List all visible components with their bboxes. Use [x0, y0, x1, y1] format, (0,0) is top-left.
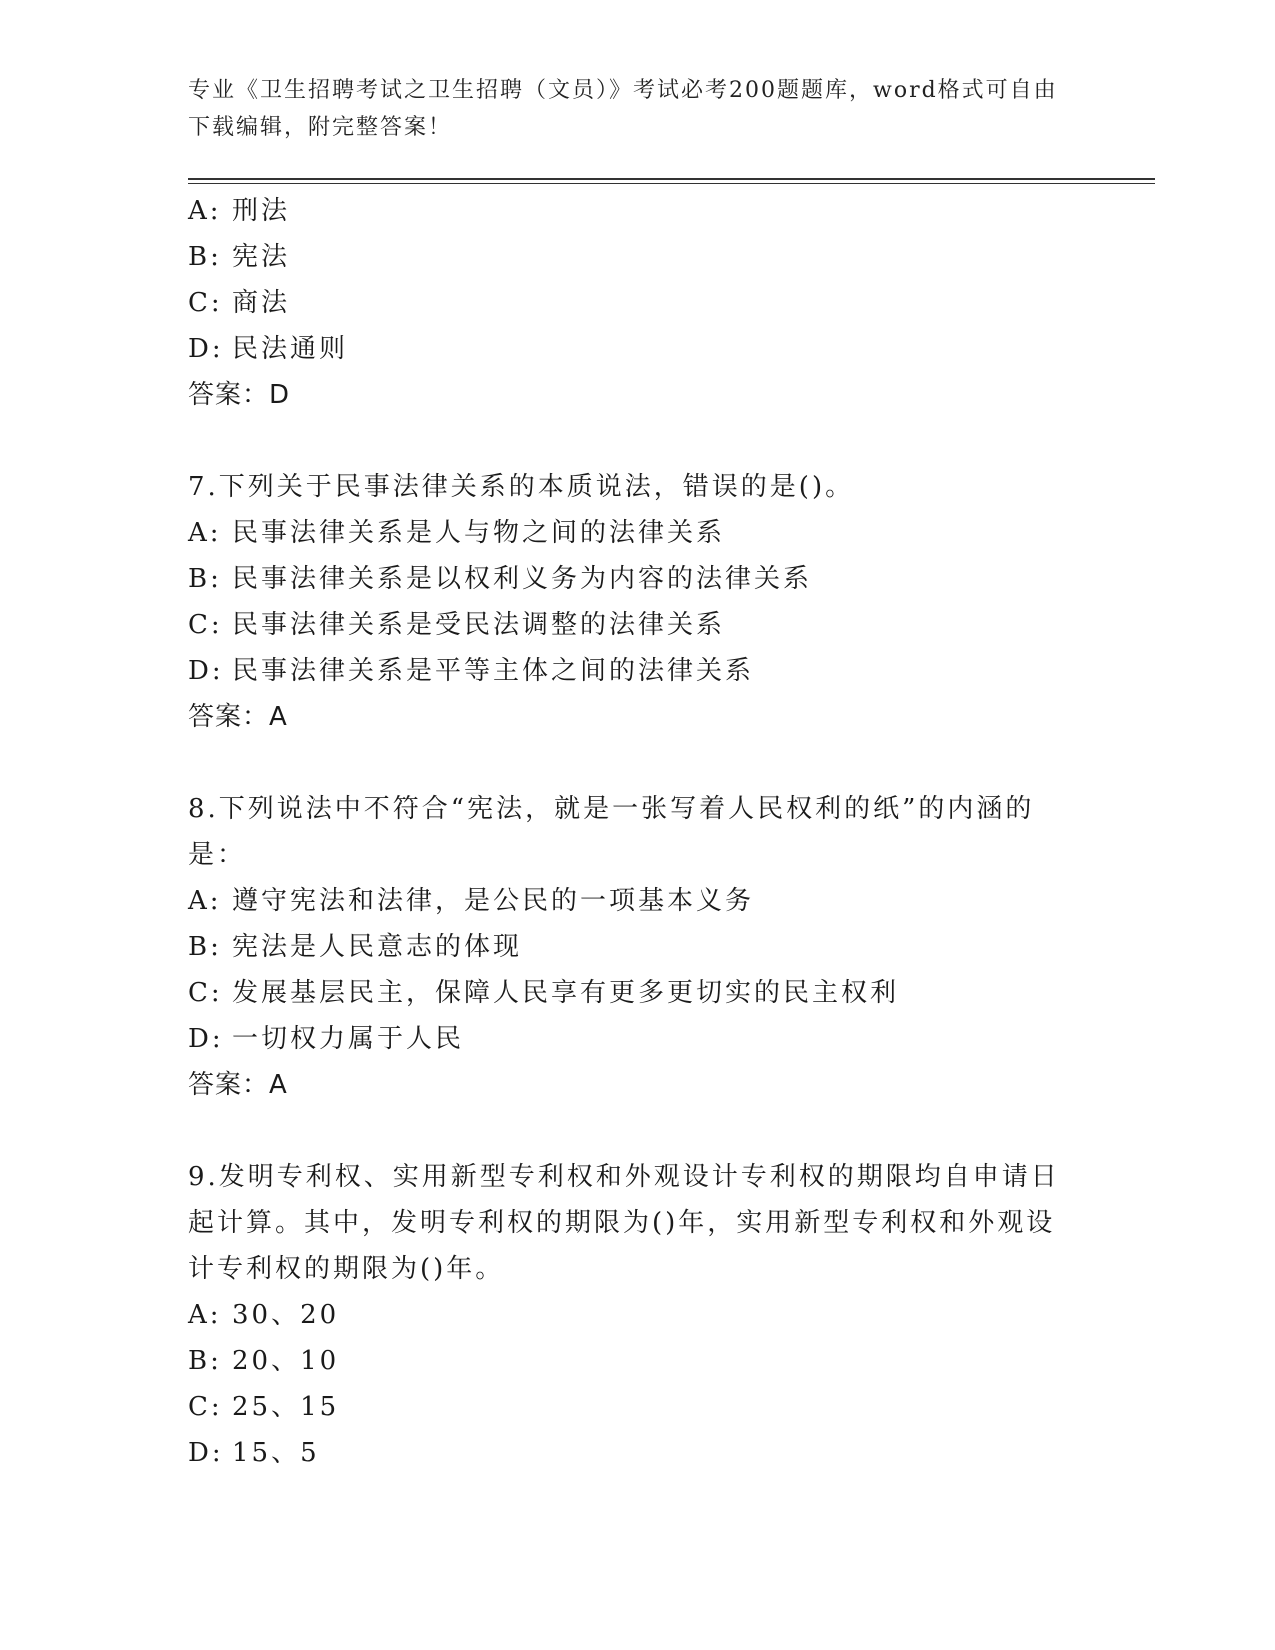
- option-text: 民事法律关系是人与物之间的法律关系: [232, 518, 726, 548]
- option-key: D:: [188, 656, 224, 686]
- question-8-block: [188, 786, 1068, 1108]
- option-key: A:: [188, 518, 222, 548]
- question-text: 8.下列说法中不符合“宪法，就是一张写着人民权利的纸”的内涵的是：: [188, 794, 1035, 870]
- option-c: [188, 1384, 1068, 1430]
- option-text: 民法通则: [232, 334, 349, 364]
- option-key: D:: [188, 1024, 224, 1054]
- question-6-block: [188, 188, 1068, 418]
- option-a: [188, 510, 1068, 556]
- option-key: C:: [188, 1392, 223, 1422]
- option-key: A:: [188, 886, 222, 916]
- question-text: 7.下列关于民事法律关系的本质说法，错误的是()。: [188, 472, 855, 502]
- option-text: 遵守宪法和法律，是公民的一项基本义务: [232, 886, 755, 916]
- option-c: [188, 280, 1068, 326]
- option-key: C:: [188, 978, 223, 1008]
- option-key: B:: [188, 1346, 222, 1376]
- option-key: A:: [188, 1300, 222, 1330]
- option-text: 一切权力属于人民: [232, 1024, 465, 1054]
- document-body: [188, 188, 1068, 1476]
- option-text: 宪法: [232, 242, 291, 272]
- document-header: 专业《卫生招聘考试之卫生招聘（文员）》考试必考200题题库，word格式可自由下载编辑，附完整答案！: [188, 78, 1058, 140]
- option-text: 商法: [232, 288, 291, 318]
- option-text: 30、20: [232, 1300, 340, 1330]
- option-text: 20、10: [232, 1346, 340, 1376]
- option-key: B:: [188, 242, 222, 272]
- spacer: [188, 418, 1068, 464]
- spacer: [188, 1108, 1068, 1154]
- option-d: [188, 648, 1068, 694]
- answer-line: 答案：A: [188, 1070, 288, 1100]
- option-a: [188, 188, 1068, 234]
- answer-line: 答案：A: [188, 702, 288, 732]
- option-c: [188, 970, 1068, 1016]
- option-text: 15、5: [232, 1438, 320, 1468]
- question-9-block: [188, 1154, 1068, 1476]
- spacer: [188, 740, 1068, 786]
- option-key: B:: [188, 932, 222, 962]
- option-text: 民事法律关系是受民法调整的法律关系: [232, 610, 726, 640]
- answer-line: 答案：D: [188, 380, 291, 410]
- option-key: D:: [188, 334, 224, 364]
- option-d: [188, 326, 1068, 372]
- option-text: 民事法律关系是以权利义务为内容的法律关系: [232, 564, 813, 594]
- option-text: 发展基层民主，保障人民享有更多更切实的民主权利: [232, 978, 900, 1008]
- option-key: C:: [188, 288, 223, 318]
- option-d: [188, 1016, 1068, 1062]
- option-d: [188, 1430, 1068, 1476]
- option-a: [188, 878, 1068, 924]
- option-b: [188, 234, 1068, 280]
- option-b: [188, 1338, 1068, 1384]
- option-text: 宪法是人民意志的体现: [232, 932, 523, 962]
- option-b: [188, 924, 1068, 970]
- option-key: A:: [188, 196, 222, 226]
- option-key: B:: [188, 564, 222, 594]
- question-7-block: [188, 464, 1068, 740]
- header-divider-thick: [188, 178, 1155, 180]
- header-divider-thin: [188, 183, 1155, 184]
- option-c: [188, 602, 1068, 648]
- option-a: [188, 1292, 1068, 1338]
- option-text: 刑法: [232, 196, 291, 226]
- option-key: D:: [188, 1438, 224, 1468]
- option-text: 25、15: [232, 1392, 340, 1422]
- option-key: C:: [188, 610, 223, 640]
- option-b: [188, 556, 1068, 602]
- question-text: 9.发明专利权、实用新型专利权和外观设计专利权的期限均自申请日起计算。其中，发明专利权的期限为()年，实用新型专利权和外观设计专利权的期限为()年。: [188, 1162, 1060, 1284]
- option-text: 民事法律关系是平等主体之间的法律关系: [232, 656, 755, 686]
